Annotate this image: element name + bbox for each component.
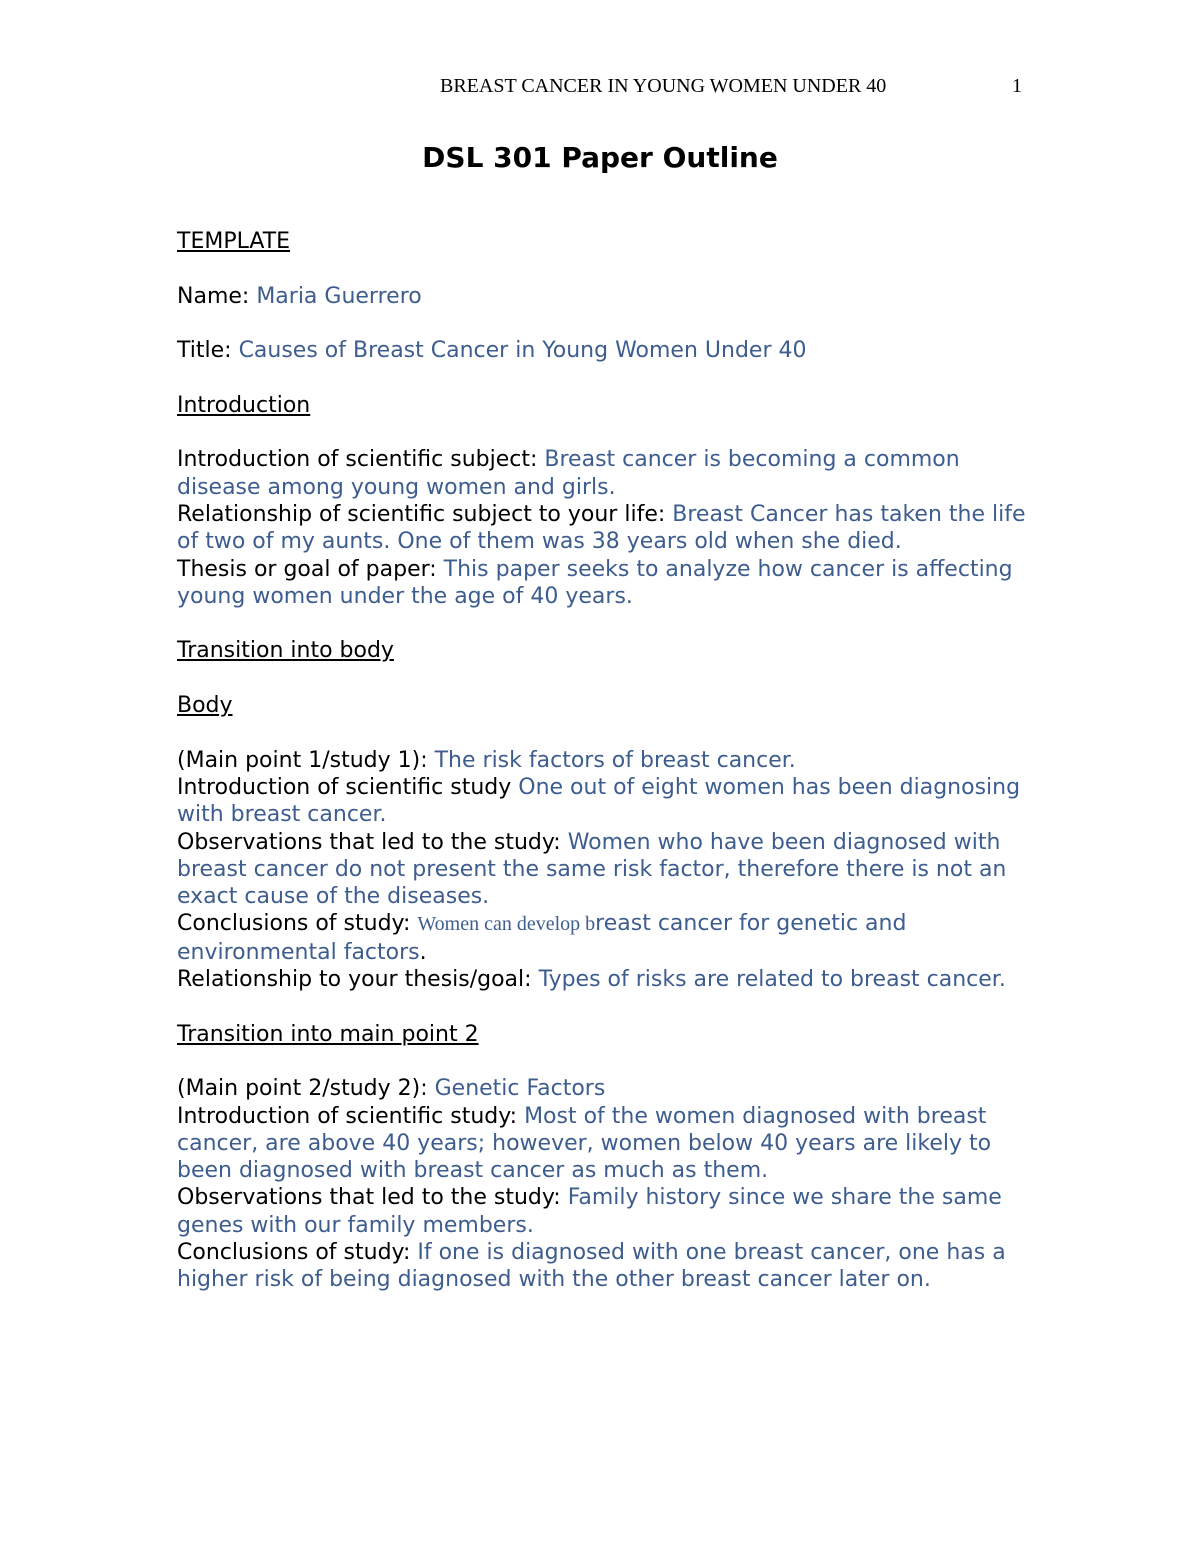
mp1-conclusions-period: .: [419, 939, 427, 965]
mp2-intro-line: [177, 1103, 1027, 1185]
page-number: 1: [1012, 75, 1022, 97]
document-title: DSL 301 Paper Outline: [422, 141, 778, 174]
mp2-observations-value: Family history since we share the same genes with our family members.: [177, 1185, 1002, 1238]
template-heading: TEMPLATE: [177, 229, 291, 254]
mp2-intro-label: Introduction of scientific study:: [177, 1103, 525, 1129]
mp1-relationship-value: Types of risks are related to breast cancer.: [538, 967, 1006, 993]
title-value: Causes of Breast Cancer in Young Women Under 40: [238, 338, 807, 364]
main-point-1-value: The risk factors of breast cancer.: [434, 747, 796, 773]
mp2-conclusions-label: Conclusions of study:: [177, 1239, 418, 1265]
mp2-conclusions-value: If one is diagnosed with one breast cancer, one has a higher risk of being diagnosed with the other breast cancer later on.: [177, 1239, 1006, 1293]
intro-subject-label: Introduction of scientific subject:: [177, 447, 545, 473]
mp1-conclusions-line: [177, 910, 1027, 966]
title-line: [177, 337, 1027, 364]
mp2-intro-value: Most of the women diagnosed with breast cancer, are above 40 years; however, women below 40 years are likely to been diagnosed with breast cancer as much as them.: [177, 1103, 992, 1184]
name-label: Name:: [177, 283, 257, 309]
intro-relationship-line: [177, 501, 1027, 556]
transition-body-heading: Transition into body: [177, 638, 394, 664]
mp1-observations-line: [177, 829, 1027, 911]
name-line: [177, 283, 1027, 310]
mp1-observations-value: Women who have been diagnosed with breast cancer do not present the same risk factor, therefore there is not an exact cause of the diseases.: [177, 829, 1007, 910]
mp1-observations-label: Observations that led to the study:: [177, 829, 568, 855]
mp1-conclusions-value: reast cancer for genetic and environmental factors: [177, 911, 907, 965]
intro-thesis-line: [177, 556, 1027, 611]
main-point-2-value: Genetic Factors: [434, 1076, 606, 1102]
mp2-conclusions-line: [177, 1239, 1027, 1294]
main-point-2-line: [177, 1075, 1027, 1102]
intro-subject-value: Breast cancer is becoming a common disease among young women and girls.: [177, 447, 960, 500]
outline-body: [177, 228, 1027, 1294]
body-heading: Body: [177, 693, 233, 719]
mp2-observations-line: [177, 1184, 1027, 1239]
mp1-intro-label: Introduction of scientific study: [177, 774, 519, 800]
intro-relationship-label: Relationship of scientific subject to your life:: [177, 501, 673, 527]
mp1-conclusions-label: Conclusions of study:: [177, 911, 418, 937]
intro-thesis-value: This paper seeks to analyze how cancer is affecting young women under the age of 40 years.: [177, 556, 1013, 609]
mp1-intro-line: [177, 774, 1027, 829]
mp1-conclusions-value-serif: Women can develop b: [417, 913, 596, 936]
title-label: Title:: [177, 338, 239, 364]
main-point-2-label: (Main point 2/study 2):: [177, 1076, 435, 1102]
introduction-heading: Introduction: [177, 392, 311, 418]
mp1-relationship-line: [177, 966, 1027, 993]
intro-subject-line: [177, 446, 1027, 501]
mp2-observations-label: Observations that led to the study:: [177, 1185, 568, 1211]
mp1-intro-value: One out of eight women has been diagnosing with breast cancer.: [177, 774, 1021, 828]
name-value: Maria Guerrero: [256, 283, 422, 309]
main-point-1-line: [177, 747, 1027, 774]
intro-relationship-value: Breast Cancer has taken the life of two of my aunts. One of them was 38 years old when she died.: [177, 501, 1026, 555]
intro-thesis-label: Thesis or goal of paper:: [177, 556, 444, 582]
running-head-title: BREAST CANCER IN YOUNG WOMEN UNDER 40: [440, 75, 887, 97]
main-point-1-label: (Main point 1/study 1):: [177, 747, 435, 773]
transition-main-2-heading: Transition into main point 2: [177, 1021, 479, 1047]
mp1-relationship-label: Relationship to your thesis/goal:: [177, 967, 539, 993]
